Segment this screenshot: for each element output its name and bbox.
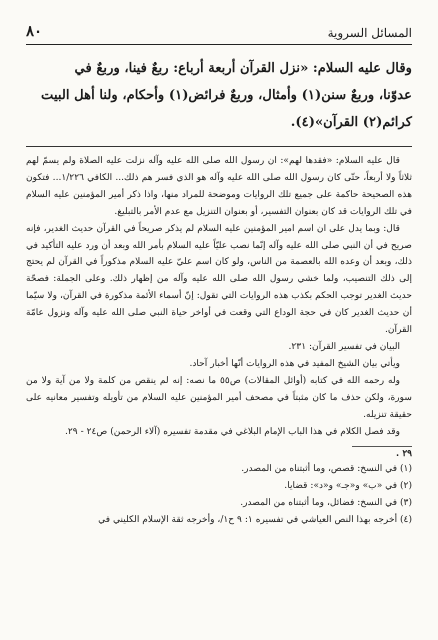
main-text bbox=[26, 55, 412, 136]
footnote: (٤) أخرجه بهذا النص العياشي في تفسيره ١: ٩ ح١/، وأخرجه ثقة الإسلام الكليني في bbox=[98, 515, 412, 526]
footnote: (١) في النسخ: قصص، وما أثبتناه من المصدر. bbox=[241, 464, 412, 475]
main-text-line: وقال عليه السلام: «نزل القرآن أربعة أرباع: ربعٌ فينا، وربعٌ في bbox=[74, 61, 412, 76]
footnote: (٣) في النسخ: فضائل، وما أثبتناه من المصدر. bbox=[240, 498, 412, 509]
running-title: المسائل السروية bbox=[327, 26, 412, 40]
commentary-paragraph: قال عليه السلام: «فقدها لهم»: ان رسول الله صلى الله عليه وآله نزلت عليه الصلاة ولم يسمّ لهم ثلاثاً ولا أربعاً، حتّى كان رسول الله صلى الله عليه وآله هو الذي فسر هم ذلك... الكافي ١/٢٢٦... فتكون هذه الصحيحة حاكمة على جميع تلك الروايات وموضحة للمراد منها، واذا ذكر أمير المؤمنين عليه السلام في تلك الروايات قد كان بعنوان التفسير، أو بعنوان التنزيل مع عدم الأمر بالتبليغ. bbox=[26, 156, 412, 217]
commentary-paragraph: وقد فصل الكلام في هذا الباب الإمام البلاغي في مقدمة تفسيره (آلاء الرحمن) ص٢٤ - ٢٩. bbox=[65, 426, 400, 437]
main-text-line: عدوّنا، وربعٌ سنن(١) وأمثال، وربعٌ فرائض(١) وأحكام، ولنا أهل البيت bbox=[41, 88, 412, 103]
commentary-paragraph: وله رحمه الله في كتابه (أوائل المقالات) ص٥٥ ما نصه: إنه لم ينقص من كلمة ولا من آية ولا من سورة، ولكن حذف ما كان مثبتاً في مصحف أمير المؤمنين عليه السلام من تأويله وتفسير معانيه على حقيقة تنزيله. bbox=[26, 375, 412, 420]
footnote: (٢) في «ب» و«جـ» و«د»: قضايا. bbox=[284, 481, 412, 492]
commentary-paragraph: قال: وبما يدل على ان اسم امير المؤمنين عليه السلام لم يذكر صريحاً في القرآن حديث الغدير، فإنه صريح في أن النبي صلى الله عليه وآله إنّما نصب عليّاً عليه السلام بأمر الله وبعد أن ورد عليه التأكيد في ذلك، وبعد أن وعده الله بالعصمة من الناس، ولو كان اسم عليّ عليه السلام مذكوراً في القرآن لم يحتج إلى ذلك التنصيب، ولما خشي رسول الله صلى الله عليه وآله من إظهار ذلك. وعلى الجملة: فصحّة حديث الغدير توجب الحكم بكذب هذه الروايات التي تقول: إنّ أسماء الأئمة مذكورة في القرآن، ولا سيّما أن حديث الغدير كان في حجة الوداع التي وقعت في أواخر حياة النبي صلى الله عليه وآله ونزول عامّة القرآن. bbox=[26, 223, 412, 336]
footnotes bbox=[26, 461, 412, 529]
section-divider bbox=[26, 146, 412, 147]
page-header bbox=[26, 10, 412, 45]
commentary-paragraph: ويأتي بيان الشيخ المفيد في هذه الروايات أنّها أخبار آحاد. bbox=[189, 358, 400, 369]
footnote-separator: ٢٩ . bbox=[352, 446, 412, 459]
page-number: ٨٠ bbox=[26, 22, 43, 40]
commentary bbox=[26, 153, 412, 440]
commentary-paragraph: البيان في تفسير القرآن: ٢٣١. bbox=[288, 341, 400, 352]
main-text-line: كرائم(٢) القرآن»(٤). bbox=[290, 115, 412, 130]
